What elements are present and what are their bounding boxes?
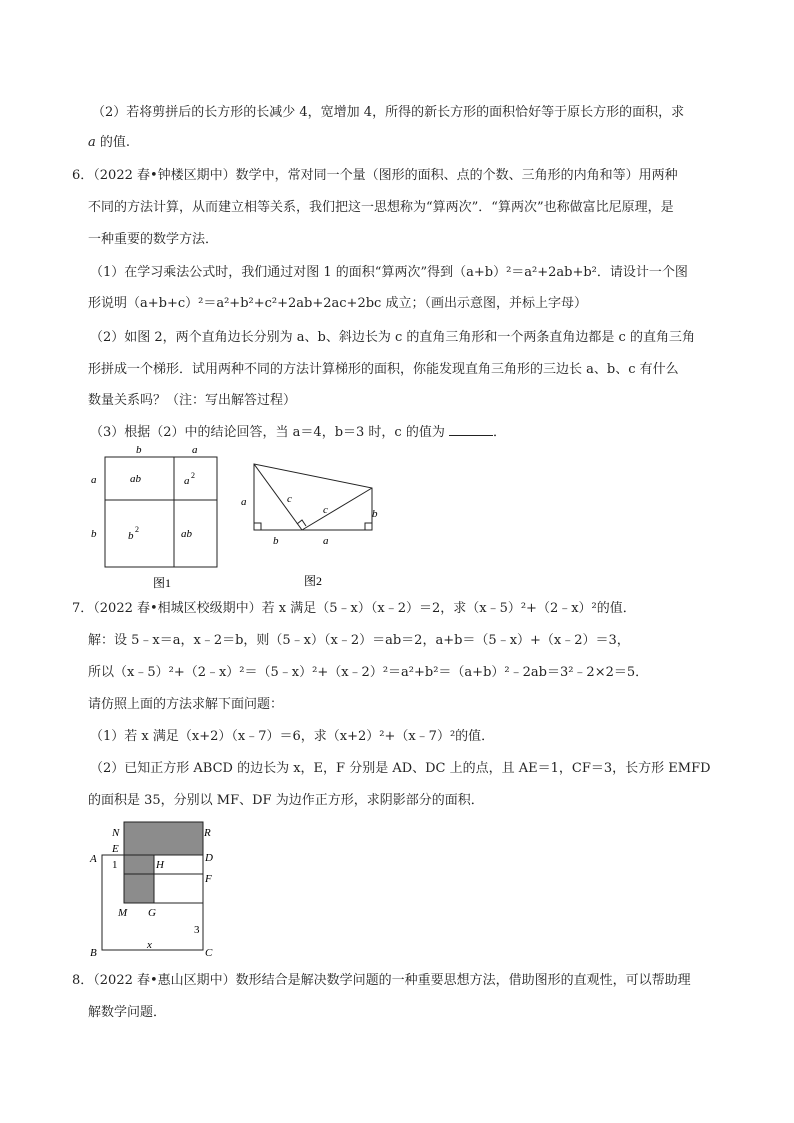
fig1-cell-ab-bottom: ab	[181, 528, 192, 540]
q7-solution-line3: 请仿照上面的方法求解下面问题：	[88, 697, 284, 712]
q8-source: （2022 春•惠山区期中）	[93, 973, 236, 988]
fig1-top-a: a	[192, 444, 198, 456]
q7-line1: 若 x 满足（5﹣x）（x﹣2）＝2，求（x﹣5）²+（2﹣x）²的值．	[261, 601, 636, 616]
q6-line3: 一种重要的数学方法．	[88, 232, 219, 247]
fig3-label-3: 3	[194, 924, 200, 936]
q6-part3-end: ．	[492, 425, 506, 440]
q6-header	[72, 167, 678, 185]
q6-part2-line3: 数量关系吗？（注：写出解答过程）	[88, 393, 297, 408]
fig3-label-1: 1	[112, 859, 118, 871]
q6-part3	[90, 423, 506, 442]
fig1-outer-square	[105, 457, 217, 567]
q6-part2-line2: 形拼成一个梯形．试用两种不同的方法计算梯形的面积，你能发现直角三角形的三边长 a、b、c 有什么	[88, 362, 679, 377]
q6-source: （2022 春•钟楼区期中）	[93, 168, 236, 183]
fig1-cell-b2-exponent: 2	[135, 525, 139, 534]
q7-solution-line2: 所以（x﹣5）²+（2﹣x）²＝（5﹣x）²+（x﹣2）²＝a²+b²＝（a+b）²﹣2ab＝3²﹣2×2＝5．	[88, 665, 649, 680]
fig3-label-R: R	[204, 827, 211, 839]
fig2-label-c-2: c	[323, 504, 328, 516]
answer-blank	[449, 423, 493, 436]
q7-solution-line1: 解：设 5﹣x＝a，x﹣2＝b，则（5﹣x）（x﹣2）＝ab＝2，a+b＝（5﹣x）+（x﹣2）＝3，	[88, 633, 630, 648]
fig3-label-B: B	[90, 947, 97, 958]
fig3-label-C: C	[205, 947, 213, 958]
q5-var-a: a	[88, 135, 96, 150]
q6-part3-text: （3）根据（2）中的结论回答，当 a＝4，b＝3 时，c 的值为	[90, 425, 445, 440]
q8-header	[72, 972, 691, 990]
q7-source: （2022 春•相城区校级期中）	[93, 601, 262, 616]
q7-part2-line1: （2）已知正方形 ABCD 的边长为 x，E，F 分别是 AD、DC 上的点，且 AE＝1，CF＝3，长方形 EMFD	[90, 761, 711, 776]
q7-part1: （1）若 x 满足（x+2）（x﹣7）＝6，求（x+2）²+（x﹣7）²的值．	[90, 729, 495, 744]
fig3-label-H: H	[156, 859, 164, 871]
fig2-label-c-1: c	[287, 493, 292, 505]
fig2-label-b-bottom: b	[273, 535, 279, 547]
q8-line2: 解数学问题．	[88, 1005, 167, 1020]
fig3-label-G: G	[148, 907, 156, 919]
fig2-hypotenuse-1	[254, 464, 302, 530]
fig1-caption: 图1	[153, 576, 172, 590]
figure-square-abcd	[86, 816, 226, 958]
fig2-label-a-bottom: a	[323, 535, 329, 547]
q6-line2: 不同的方法计算，从而建立相等关系，我们把这一思想称为“算两次”．“算两次”也称做富比尼原理，是	[88, 200, 674, 215]
q6-line1: 数学中，常对同一个量（图形的面积、点的个数、三角形的内角和等）用两种	[235, 168, 678, 183]
fig2-hypotenuse-2	[302, 488, 372, 530]
fig2-label-b-right: b	[372, 508, 378, 520]
fig1-cell-a2-exponent: 2	[191, 471, 195, 480]
fig2-right-angle-left	[254, 523, 261, 530]
figure-1	[80, 442, 230, 592]
q5-part2-line1: （2）若将剪拼后的长方形的长减少 4，宽增加 4，所得的新长方形的面积恰好等于原长方形的面积，求	[92, 105, 685, 120]
fig3-label-x: x	[147, 939, 152, 951]
fig2-trapezoid	[254, 464, 372, 530]
q5-part2-tail: 的值.	[95, 135, 131, 150]
fig1-top-b: b	[136, 444, 142, 456]
fig2-right-angle-right	[365, 523, 372, 530]
fig3-shaded-left	[124, 855, 154, 903]
fig1-left-a: a	[91, 474, 97, 486]
fig2-caption: 图2	[304, 574, 323, 588]
fig1-cell-ab-top: ab	[130, 473, 141, 485]
fig2-label-a-left: a	[241, 496, 247, 508]
fig1-left-b: b	[91, 528, 97, 540]
q8-number: 8．	[72, 973, 94, 988]
q6-part2-line1: （2）如图 2，两个直角边长分别为 a、b、斜边长为 c 的直角三角形和一个两条直角边都是 c 的直角三角	[90, 330, 695, 345]
fig3-label-E: E	[112, 843, 119, 855]
q8-line1: 数形结合是解决数学问题的一种重要思想方法，借助图形的直观性，可以帮助理	[235, 973, 691, 988]
q7-number: 7．	[72, 601, 94, 616]
figure-2	[236, 458, 386, 592]
q7-part2-line2: 的面积是 35，分别以 MF、DF 为边作正方形，求阴影部分的面积．	[88, 793, 484, 808]
fig3-label-D: D	[205, 852, 213, 864]
q6-part1-line1: （1）在学习乘法公式时，我们通过对图 1 的面积“算两次”得到（a+b）²＝a²+2ab+b²．请设计一个图	[90, 265, 688, 280]
fig3-label-M: M	[118, 907, 128, 919]
q7-header	[72, 600, 636, 618]
fig3-label-F: F	[205, 873, 212, 885]
fig1-cell-b2: b	[128, 530, 134, 542]
q6-part1-line2: 形说明（a+b+c）²＝a²+b²+c²+2ab+2ac+2bc 成立；（画出示意图，并标上字母）	[88, 296, 587, 311]
fig3-label-N: N	[112, 827, 120, 839]
fig3-label-A: A	[90, 853, 97, 865]
fig3-shaded-top	[124, 822, 203, 855]
fig1-cell-a2: a	[184, 475, 190, 487]
q5-part2-line2	[88, 134, 130, 152]
q6-number: 6．	[72, 168, 94, 183]
